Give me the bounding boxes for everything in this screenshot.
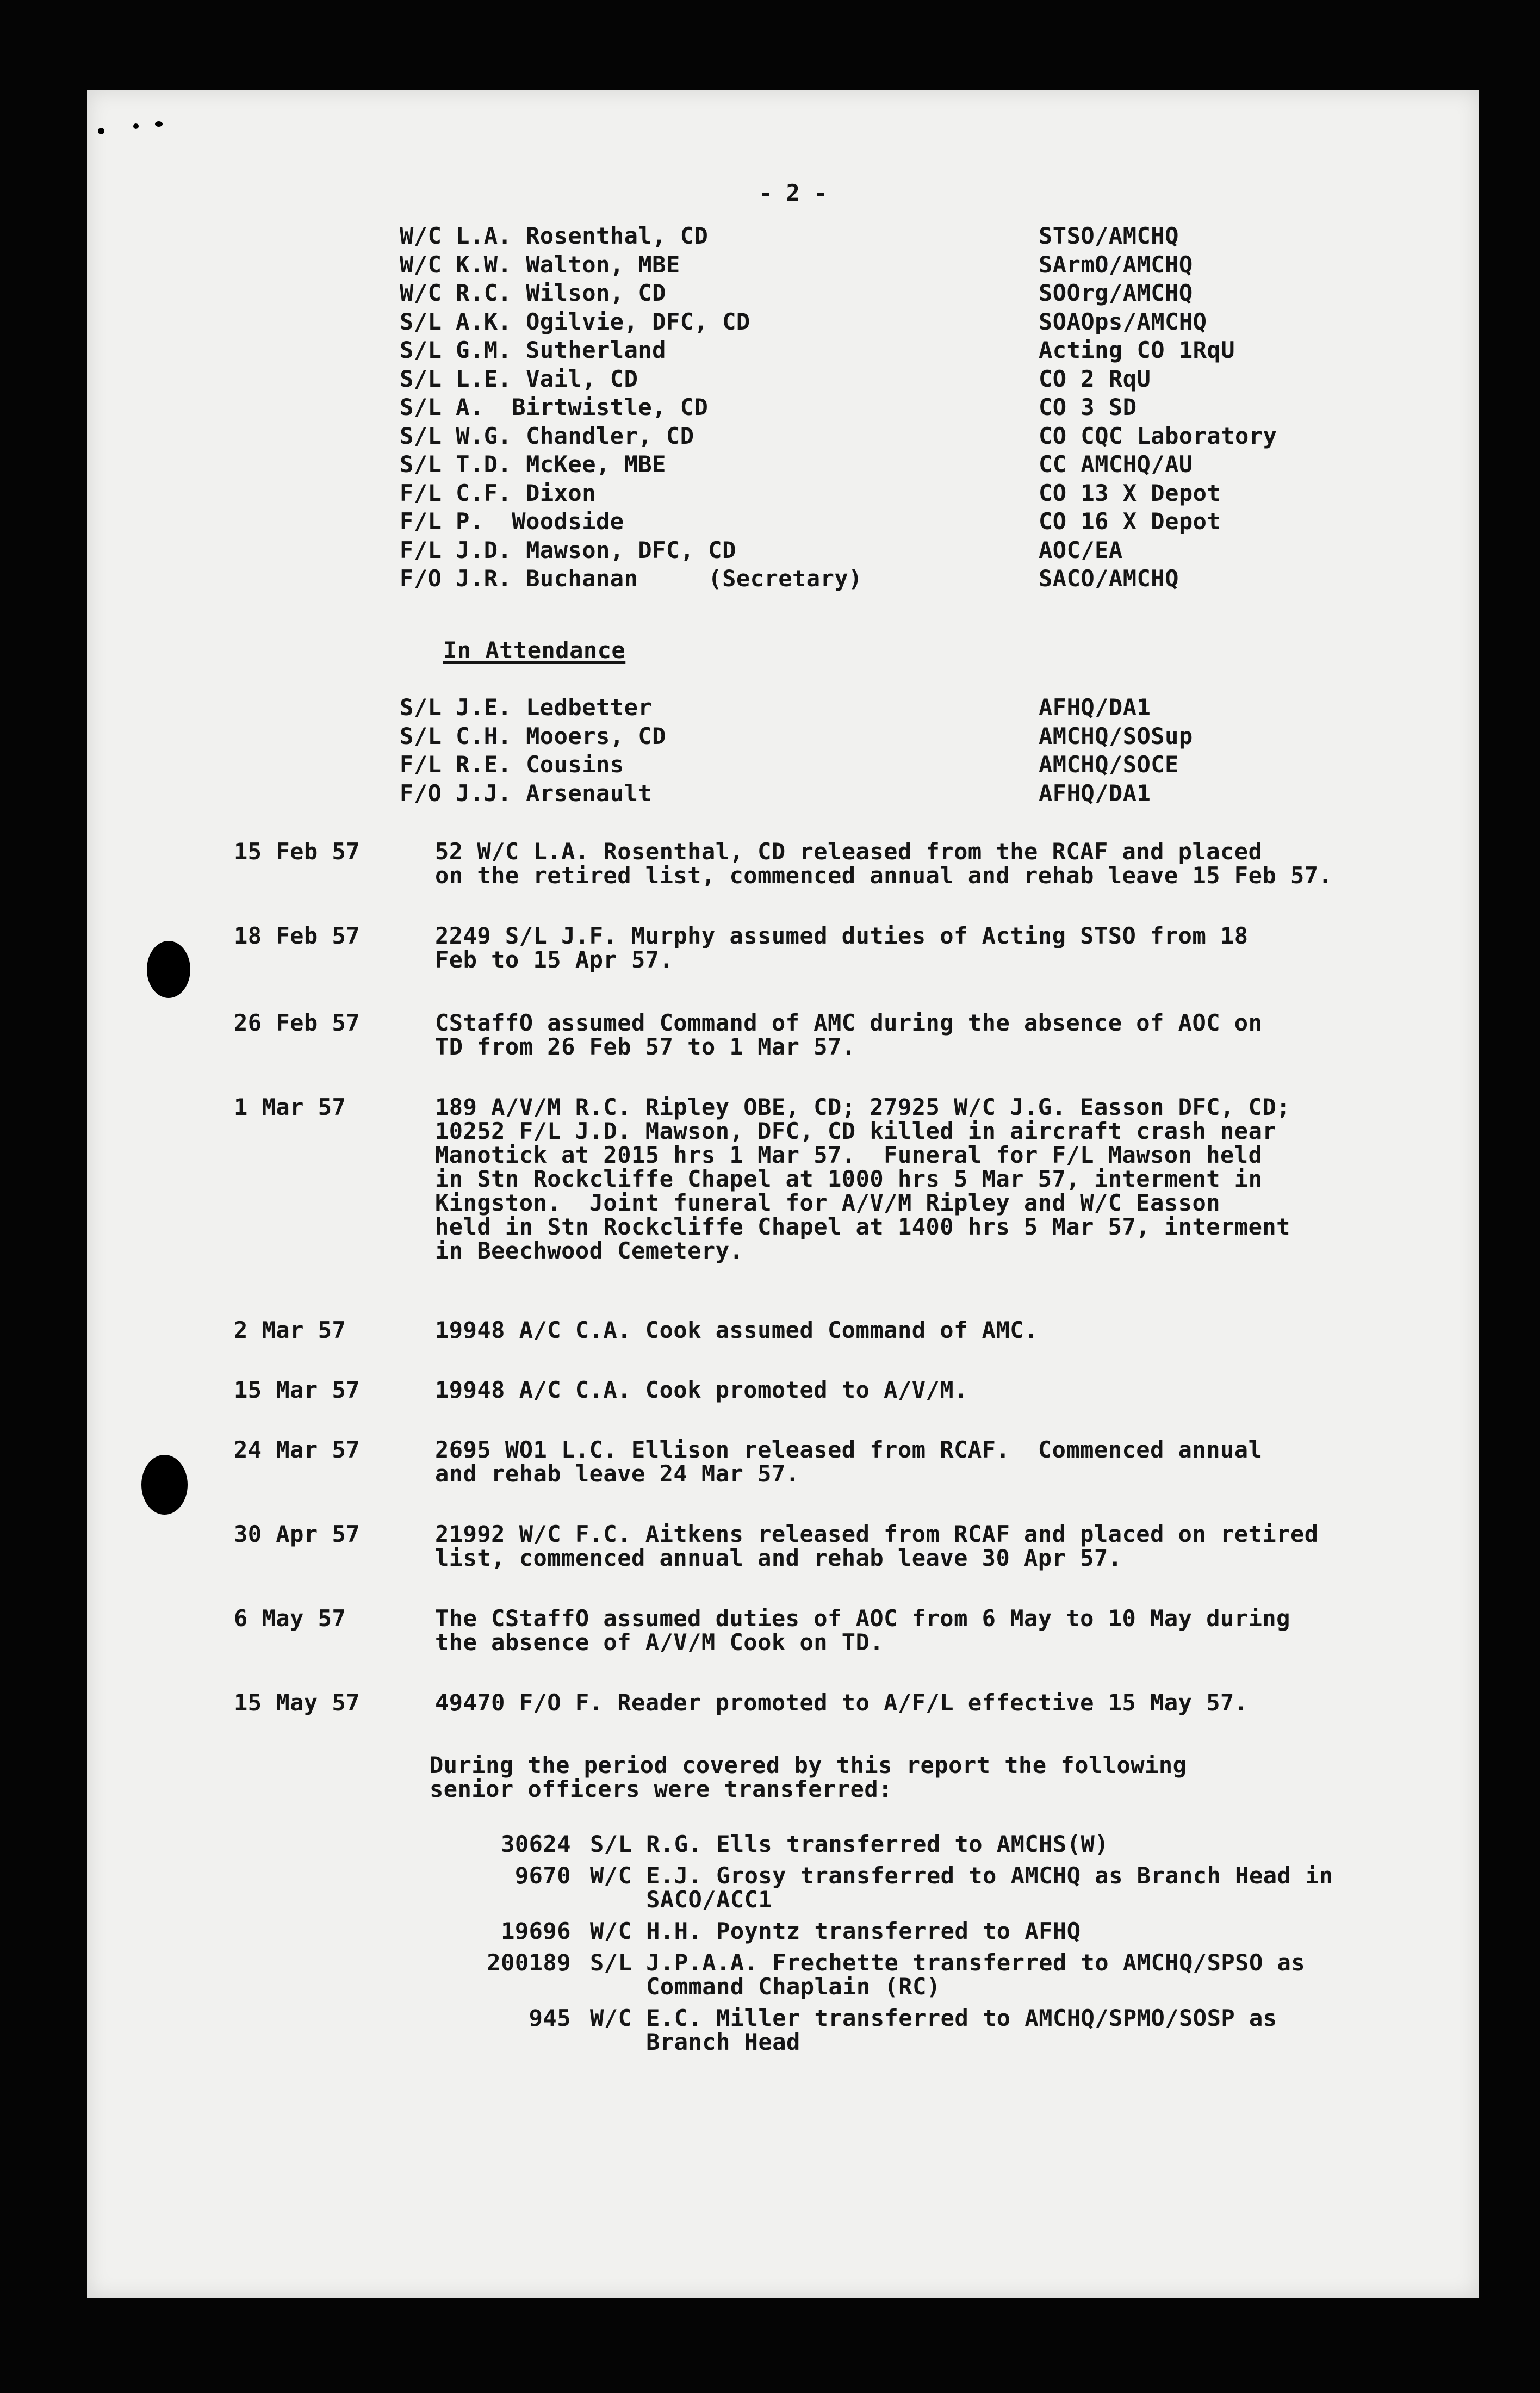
member-post: CO 13 X Depot [1039,479,1221,506]
member-name: S/L A.K. Ogilvie, DFC, CD [400,308,750,335]
entry-text-line: and rehab leave 24 Mar 57. [435,1460,800,1487]
member-name: F/O J.R. Buchanan (Secretary) [400,565,862,592]
member-post: SOOrg/AMCHQ [1039,280,1193,306]
attendee-post: AMCHQ/SOCE [1039,751,1179,778]
transfer-number: 9670 [514,1862,571,1889]
attendee-name: S/L J.E. Ledbetter [400,694,653,721]
entry-date: 24 Mar 57 [234,1436,361,1463]
entry-text-line: 21992 W/C F.C. Aitkens released from RCAF and placed on retired [435,1521,1319,1547]
entry-text-line: 19948 A/C C.A. Cook promoted to A/V/M. [435,1377,968,1403]
attendee-name: S/L C.H. Mooers, CD [400,722,666,749]
transfer-text-line: Command Chaplain (RC) [590,1973,941,2000]
entry-text-line: 52 W/C L.A. Rosenthal, CD released from the RCAF and placed [435,838,1263,865]
entry-text-line: 10252 F/L J.D. Mawson, DFC, CD killed in aircraft crash near [435,1118,1277,1144]
transfer-number: 30624 [501,1831,571,1857]
member-name: W/C R.C. Wilson, CD [400,280,666,306]
entry-text-line: 2249 S/L J.F. Murphy assumed duties of Acting STSO from 18 [435,922,1249,949]
member-name: F/L P. Woodside [400,508,624,535]
entry-date: 6 May 57 [234,1605,346,1632]
transfer-text-line: S/L J.P.A.A. Frechette transferred to AMCHQ/SPSO as [590,1949,1306,1976]
entry-text-line: 49470 F/O F. Reader promoted to A/F/L effective 15 May 57. [435,1689,1249,1716]
in-attendance-heading: In Attendance [443,637,626,664]
member-post: Acting CO 1RqU [1039,337,1235,363]
entry-date: 2 Mar 57 [234,1317,346,1343]
entry-text-line: Kingston. Joint funeral for A/V/M Ripley and W/C Easson [435,1189,1221,1216]
member-name: S/L G.M. Sutherland [400,337,666,363]
attendee-name: F/L R.E. Cousins [400,751,624,778]
entry-text-line: TD from 26 Feb 57 to 1 Mar 57. [435,1033,856,1060]
entry-text-line: in Stn Rockcliffe Chapel at 1000 hrs 5 Mar 57, interment in [435,1165,1263,1192]
entry-text-line: held in Stn Rockcliffe Chapel at 1400 hrs 5 Mar 57, interment [435,1213,1290,1240]
entry-text-line: on the retired list, commenced annual and rehab leave 15 Feb 57. [435,862,1333,889]
transfer-text-line: W/C E.C. Miller transferred to AMCHQ/SPMO/SOSP as [590,2005,1277,2031]
punch-hole-bottom [141,1455,188,1515]
member-post: CO 3 SD [1039,394,1137,420]
entry-date: 1 Mar 57 [234,1094,346,1120]
member-name: W/C L.A. Rosenthal, CD [400,222,709,249]
member-name: S/L T.D. McKee, MBE [400,451,666,478]
member-post: STSO/AMCHQ [1039,222,1179,249]
member-post: CO CQC Laboratory [1039,422,1277,449]
entry-date: 30 Apr 57 [234,1521,361,1547]
page-number: - 2 - [759,179,828,206]
entry-text-line: 189 A/V/M R.C. Ripley OBE, CD; 27925 W/C J.G. Easson DFC, CD; [435,1094,1290,1120]
member-post: AOC/EA [1039,536,1123,563]
entry-text-line: in Beechwood Cemetery. [435,1237,744,1264]
member-post: CC AMCHQ/AU [1039,451,1193,478]
member-name: F/L C.F. Dixon [400,479,597,506]
transfer-number: 200189 [487,1949,571,1976]
entry-date: 15 May 57 [234,1689,361,1716]
member-post: SOAOps/AMCHQ [1039,308,1207,335]
entry-date: 15 Feb 57 [234,838,361,865]
transfer-intro-line: senior officers were transferred: [430,1776,892,1802]
punch-hole-top [147,941,190,998]
scan-speck [133,123,139,129]
transfer-text-line: Branch Head [590,2029,800,2055]
entry-text-line: 2695 WO1 L.C. Ellison released from RCAF. Commenced annual [435,1436,1263,1463]
transfer-number: 945 [529,2005,571,2031]
attendee-post: AFHQ/DA1 [1039,779,1151,807]
transfer-text-line: W/C E.J. Grosy transferred to AMCHQ as Branch Head in [590,1862,1333,1889]
entry-text-line: Manotick at 2015 hrs 1 Mar 57. Funeral for F/L Mawson held [435,1142,1263,1168]
entry-date: 26 Feb 57 [234,1009,361,1036]
member-post: SACO/AMCHQ [1039,565,1179,592]
entry-text-line: 19948 A/C C.A. Cook assumed Command of AMC. [435,1317,1038,1343]
transfer-text-line: S/L R.G. Ells transferred to AMCHS(W) [590,1831,1109,1857]
attendee-post: AFHQ/DA1 [1039,694,1151,721]
entry-text-line: list, commenced annual and rehab leave 30 Apr 57. [435,1545,1122,1571]
transfer-number: 19696 [501,1918,571,1944]
scan-speck [98,128,104,134]
transfer-text-line: W/C H.H. Poyntz transferred to AFHQ [590,1918,1081,1944]
member-name: W/C K.W. Walton, MBE [400,251,680,278]
transfer-intro-line: During the period covered by this report the following [430,1752,1187,1778]
entry-date: 18 Feb 57 [234,922,361,949]
member-name: S/L L.E. Vail, CD [400,365,638,392]
scan-speck [155,121,163,127]
entry-text-line: Feb to 15 Apr 57. [435,946,674,973]
member-name: S/L W.G. Chandler, CD [400,422,694,449]
entry-text-line: CStaffO assumed Command of AMC during the absence of AOC on [435,1009,1263,1036]
member-post: CO 2 RqU [1039,365,1151,392]
member-name: S/L A. Birtwistle, CD [400,394,709,420]
entry-text-line: the absence of A/V/M Cook on TD. [435,1629,884,1656]
entry-text-line: The CStaffO assumed duties of AOC from 6 May to 10 May during [435,1605,1290,1632]
member-post: CO 16 X Depot [1039,508,1221,535]
attendee-name: F/O J.J. Arsenault [400,779,653,807]
transfer-text-line: SACO/ACC1 [590,1886,773,1913]
attendee-post: AMCHQ/SOSup [1039,722,1193,749]
member-name: F/L J.D. Mawson, DFC, CD [400,536,736,563]
member-post: SArmO/AMCHQ [1039,251,1193,278]
entry-date: 15 Mar 57 [234,1377,361,1403]
